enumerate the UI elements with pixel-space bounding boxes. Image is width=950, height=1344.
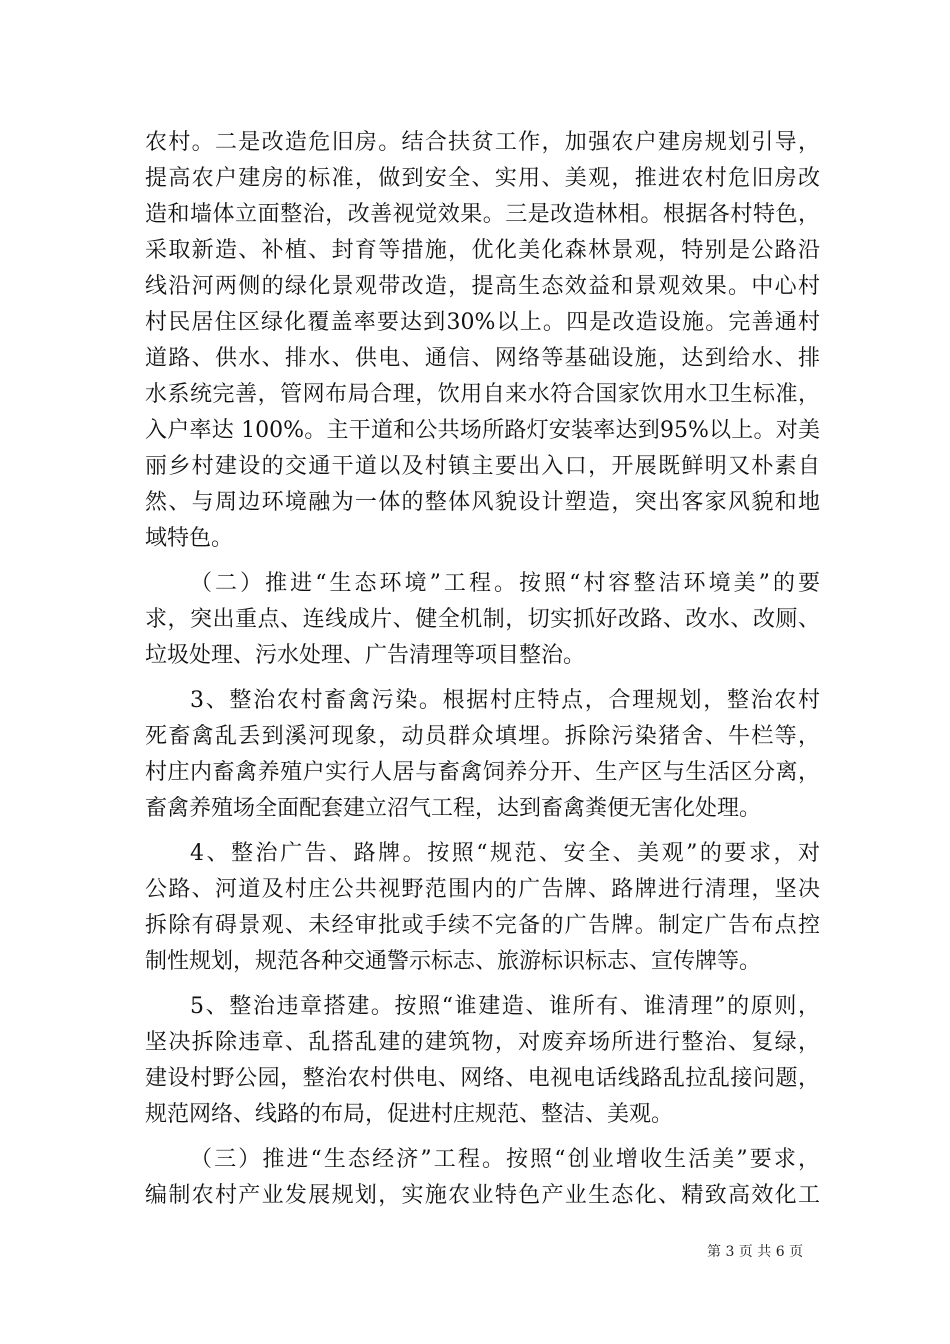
text-line: 建设村野公园，整治农村供电、网络、电视电话线路乱拉乱接问题， <box>145 1066 820 1091</box>
text-line: 道路、供水、排水、供电、通信、网络等基础设施，达到给水、排 <box>145 346 820 371</box>
text-line: 入户率达 100%。主干道和公共场所路灯安装率达到95%以上。对美 <box>145 418 820 443</box>
text-line: 畜禽养殖场全面配套建立沼气工程，达到畜禽粪便无害化处理。 <box>145 796 762 821</box>
text-line: 造和墙体立面整治，改善视觉效果。三是改造林相。根据各村特色， <box>145 202 820 227</box>
text-line: 然、与周边环境融为一体的整体风貌设计塑造，突出客家风貌和地 <box>145 490 820 515</box>
text-line: 域特色。 <box>145 526 234 551</box>
text-line: 5、整治违章搭建。按照“谁建造、谁所有、谁清理”的原则， <box>190 994 820 1019</box>
text-line: 拆除有碍景观、未经审批或手续不完备的广告牌。制定广告布点控 <box>145 913 820 938</box>
text-line: 采取新造、补植、封育等措施，优化美化森林景观，特别是公路沿 <box>145 238 820 263</box>
text-line: 水系统完善，管网布局合理，饮用自来水符合国家饮用水卫生标准， <box>145 382 820 407</box>
text-line: 农村。二是改造危旧房。结合扶贫工作，加强农户建房规划引导， <box>145 130 820 155</box>
text-line: 死畜禽乱丢到溪河现象，动员群众填埋。拆除污染猪舍、牛栏等， <box>145 724 820 749</box>
text-line: 垃圾处理、污水处理、广告清理等项目整治。 <box>145 643 586 668</box>
text-line: 提高农户建房的标准，做到安全、实用、美观，推进农村危旧房改 <box>145 166 820 191</box>
text-line: 4、整治广告、路牌。按照“规范、安全、美观”的要求，对 <box>190 841 820 866</box>
page-number-footer: 第 3 页 共 6 页 <box>707 1244 804 1260</box>
text-line: 规范网络、线路的布局，促进村庄规范、整洁、美观。 <box>145 1102 674 1127</box>
text-line: 坚决拆除违章、乱搭乱建的建筑物，对废弃场所进行整治、复绿， <box>145 1030 820 1055</box>
text-line: 编制农村产业发展规划，实施农业特色产业生态化、精致高效化工 <box>145 1183 820 1208</box>
text-line: 制性规划，规范各种交通警示标志、旅游标识标志、宣传牌等。 <box>145 949 762 974</box>
text-line: （二）推进“生态环境”工程。按照“村容整洁环境美”的要 <box>190 571 820 596</box>
text-line: 村民居住区绿化覆盖率要达到30%以上。四是改造设施。完善通村 <box>145 310 820 335</box>
text-line: （三）推进“生态经济”工程。按照“创业增收生活美”要求， <box>190 1147 820 1172</box>
text-line: 丽乡村建设的交通干道以及村镇主要出入口，开展既鲜明又朴素自 <box>145 454 820 479</box>
text-line: 3、整治农村畜禽污染。根据村庄特点，合理规划，整治农村 <box>190 688 820 713</box>
text-line: 求，突出重点、连线成片、健全机制，切实抓好改路、改水、改厕、 <box>145 607 820 632</box>
text-line: 线沿河两侧的绿化景观带改造，提高生态效益和景观效果。中心村 <box>145 274 820 299</box>
text-line: 公路、河道及村庄公共视野范围内的广告牌、路牌进行清理，坚决 <box>145 877 820 902</box>
text-line: 村庄内畜禽养殖户实行人居与畜禽饲养分开、生产区与生活区分离， <box>145 760 820 785</box>
